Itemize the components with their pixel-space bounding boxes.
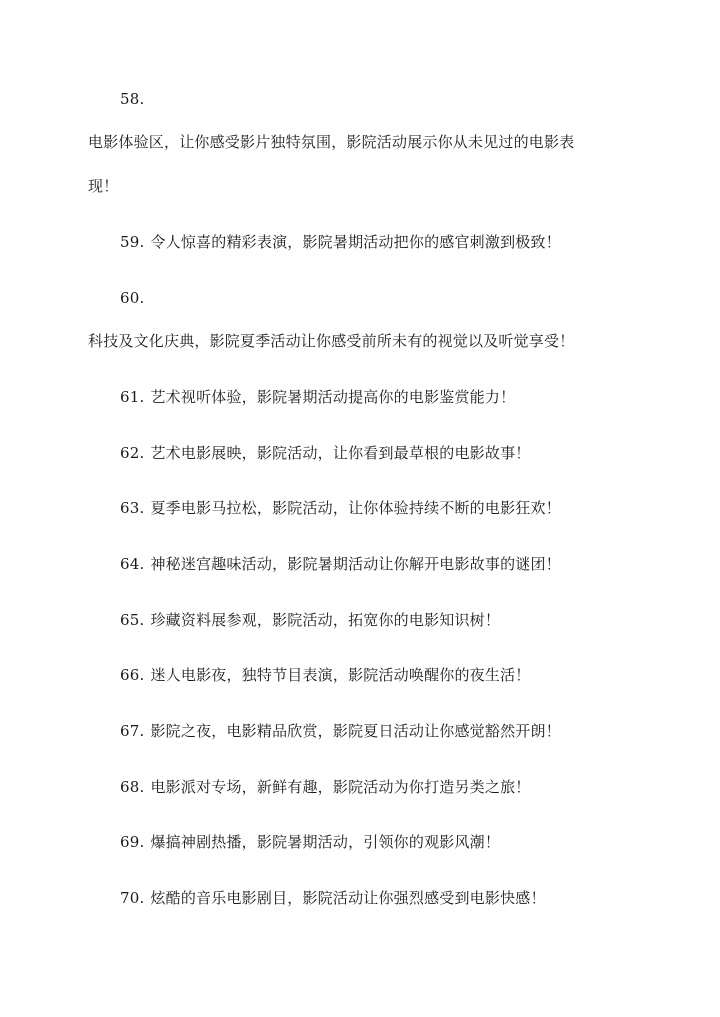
item-63 <box>120 498 561 518</box>
item-text: 迷人电影夜，独特节目表演，影院活动唤醒你的夜生活！ <box>150 666 531 684</box>
item-number: 68. <box>120 778 145 796</box>
item-number: 59. <box>120 233 145 251</box>
item-66 <box>120 665 530 685</box>
item-number: 61. <box>120 388 145 406</box>
item-text: 艺术视听体验，影院暑期活动提高你的电影鉴赏能力！ <box>150 388 516 406</box>
item-59 <box>120 232 561 252</box>
item-number: 70. <box>120 889 145 907</box>
item-number: 58. <box>120 90 145 108</box>
item-58-number <box>120 89 144 109</box>
item-text: 艺术电影展映，影院活动，让你看到最草根的电影故事！ <box>150 444 531 462</box>
item-61 <box>120 387 515 407</box>
item-62 <box>120 443 530 463</box>
item-text: 夏季电影马拉松，影院活动，让你体验持续不断的电影狂欢！ <box>150 499 561 517</box>
item-68 <box>120 777 530 797</box>
item-58-text-line1: 电影体验区，让你感受影片独特氛围，影院活动展示你从未见过的电影表 <box>88 133 575 151</box>
item-67 <box>120 721 561 741</box>
item-number: 65. <box>120 611 145 629</box>
item-text: 珍藏资料展参观，影院活动，拓宽你的电影知识树！ <box>150 611 501 629</box>
item-69 <box>120 832 500 852</box>
item-text: 爆搞神剧热播，影院暑期活动，引领你的观影风潮！ <box>150 833 501 851</box>
item-70 <box>120 888 546 908</box>
item-number: 60. <box>120 289 145 307</box>
item-65 <box>120 610 500 630</box>
item-58-text-line2: 现！ <box>88 177 119 195</box>
item-number: 67. <box>120 722 145 740</box>
item-60-text-line1: 科技及文化庆典，影院夏季活动让你感受前所未有的视觉以及听觉享受！ <box>88 332 575 350</box>
item-64 <box>120 554 561 574</box>
item-number: 66. <box>120 666 145 684</box>
item-number: 64. <box>120 555 145 573</box>
item-number: 63. <box>120 499 145 517</box>
item-text: 令人惊喜的精彩表演，影院暑期活动把你的感官刺激到极致！ <box>150 233 561 251</box>
item-number: 62. <box>120 444 145 462</box>
item-number: 69. <box>120 833 145 851</box>
item-text: 炫酷的音乐电影剧目，影院活动让你强烈感受到电影快感！ <box>150 889 546 907</box>
item-text: 神秘迷宫趣味活动，影院暑期活动让你解开电影故事的谜团！ <box>150 555 561 573</box>
item-text: 电影派对专场，新鲜有趣，影院活动为你打造另类之旅！ <box>150 778 531 796</box>
item-60-number <box>120 288 144 308</box>
item-text: 影院之夜，电影精品欣赏，影院夏日活动让你感觉豁然开朗！ <box>150 722 561 740</box>
